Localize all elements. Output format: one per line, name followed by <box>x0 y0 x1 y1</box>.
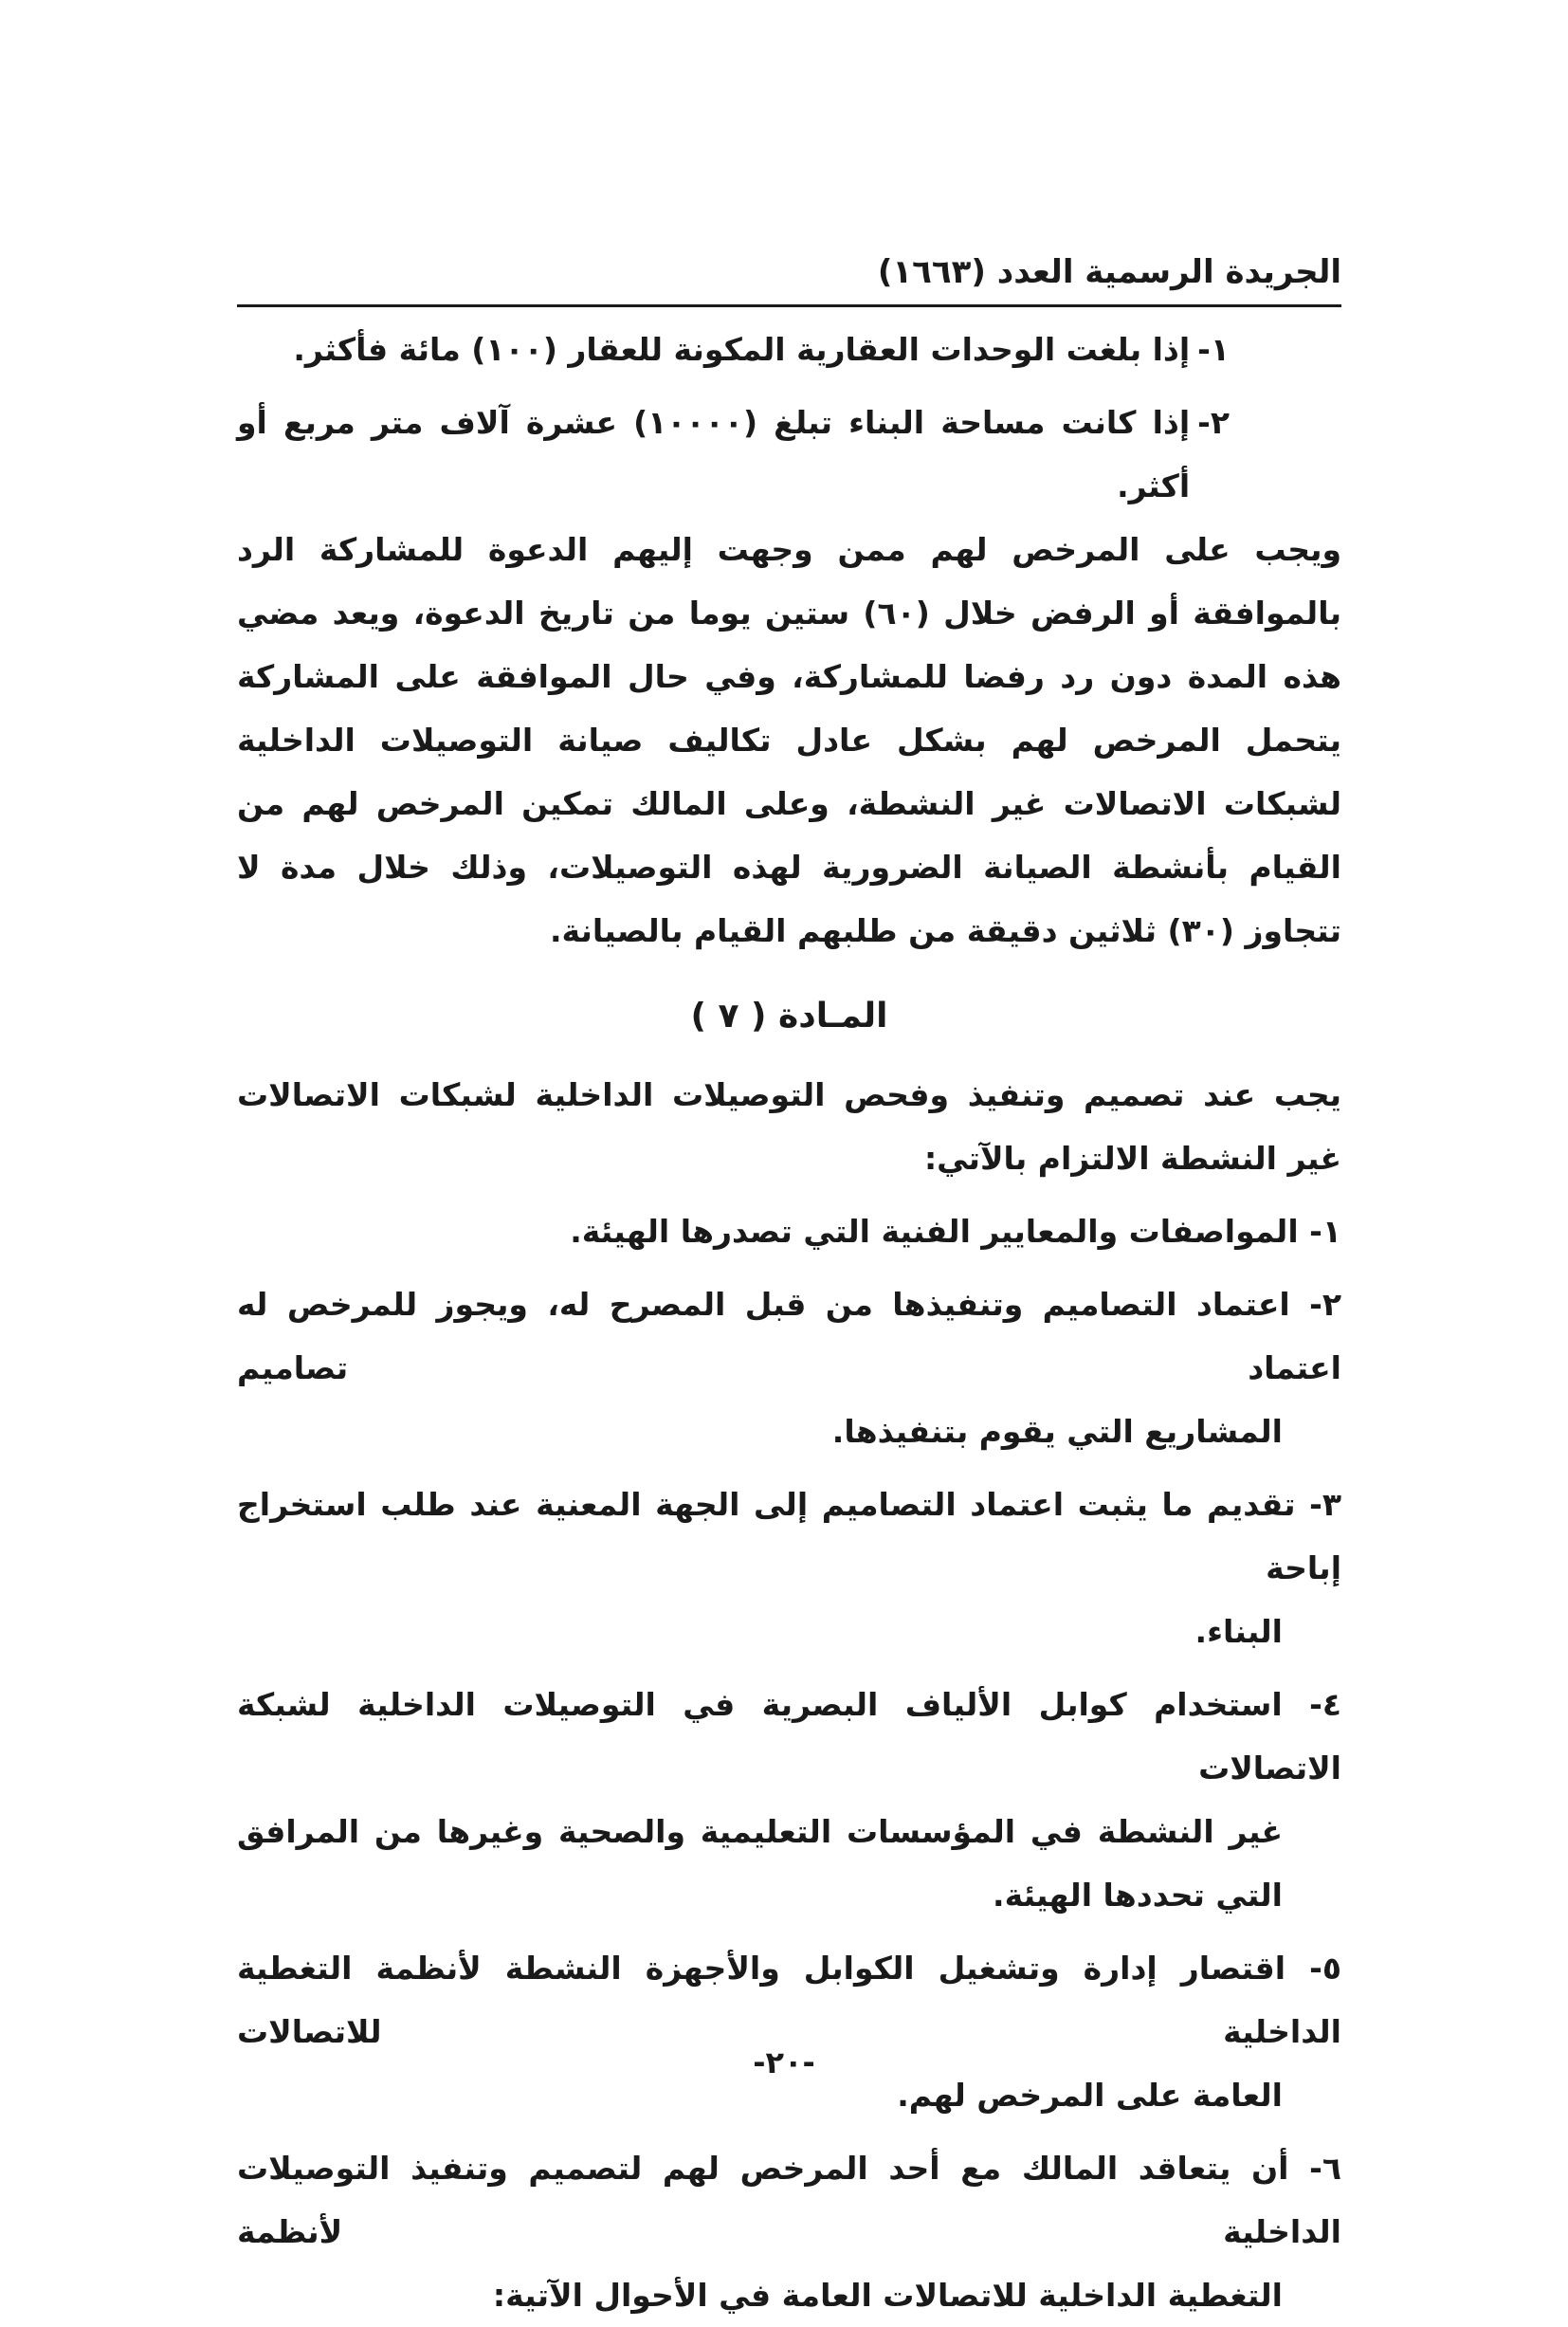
list-item-text: المواصفات والمعايير الفنية التي تصدرها الهيئة. <box>570 1213 1299 1250</box>
list-item-number: ٢- <box>1309 1286 1341 1323</box>
document-page <box>237 242 1341 2314</box>
list-item-text: إذا كانت مساحة البناء تبلغ (١٠٠٠٠) عشرة آلاف متر مربع أو أكثر. <box>237 404 1191 504</box>
list-item-text: تقديم ما يثبت اعتماد التصاميم إلى الجهة المعنية عند طلب استخراج إباحة <box>237 1486 1341 1586</box>
list-item-text: إذا بلغت الوحدات العقارية المكونة للعقار (١٠٠) مائة فأكثر. <box>293 331 1191 368</box>
article-heading: المـادة ( ٧ ) <box>690 997 888 1035</box>
list-item-text: اقتصار إدارة وتشغيل الكوابل والأجهزة النشطة لأنظمة التغطية الداخلية للاتصالات <box>237 1950 1341 2050</box>
list-item-number: ٤- <box>1309 1686 1341 1723</box>
list-item <box>237 1273 1341 1463</box>
list-item-continuation: العامة على المرخص لهم. <box>897 2077 1283 2114</box>
gazette-title: الجريدة الرسمية العدد (١٦٦٣) <box>877 253 1341 291</box>
list-item-continuation: التغطية الداخلية للاتصالات العامة في الأحوال الآتية: <box>492 2277 1283 2314</box>
list-item <box>237 1673 1341 1927</box>
list-item-continuation: البناء. <box>1194 1613 1283 1650</box>
list-item-number: ٥- <box>1309 1950 1341 1987</box>
list-item <box>237 318 1341 381</box>
list-item <box>237 1473 1341 1663</box>
page-number: -٢٠- <box>753 2044 815 2080</box>
list-item <box>237 1936 1341 2127</box>
header-divider <box>237 304 1341 307</box>
page-header <box>237 251 1341 304</box>
list-item <box>237 391 1341 518</box>
list-item-number: ١- <box>1197 331 1230 368</box>
list-item-number: ١- <box>1309 1213 1341 1250</box>
list-item-number: ٢- <box>1197 404 1230 441</box>
list-item-text: استخدام كوابل الألياف البصرية في التوصيلات الداخلية لشبكة الاتصالات <box>237 1686 1341 1786</box>
page-body <box>237 318 1341 2327</box>
list-item-text: اعتماد التصاميم وتنفيذها من قبل المصرح له، ويجوز للمرخص له اعتماد تصاميم <box>237 1286 1341 1386</box>
article-intro: يجب عند تصميم وتنفيذ وفحص التوصيلات الداخلية لشبكات الاتصالات غير النشطة الالتزام بالآتي: <box>237 1076 1341 1177</box>
list-item <box>237 2136 1341 2327</box>
list-item <box>237 1200 1341 1263</box>
list-item-number: ٦- <box>1309 2150 1341 2187</box>
list-item-text: أن يتعاقد المالك مع أحد المرخص لهم لتصميم وتنفيذ التوصيلات الداخلية لأنظمة <box>237 2150 1341 2250</box>
body-paragraph: ويجب على المرخص لهم ممن وجهت إليهم الدعوة للمشاركة الرد بالموافقة أو الرفض خلال (٦٠) ستين يوما من تاريخ الدعوة، ويعد مضي هذه المدة دون رد رفضا للمشاركة، وفي حال الموافقة على المشاركة يتحمل المرخص لهم بشكل عادل تكاليف صيانة التوصيلات الداخلية لشبكات الاتصالات غير النشطة، وعلى المالك تمكين المرخص لهم من القيام بأنشطة الصيانة الضرورية لهذه التوصيلات، وذلك خلال مدة لا تتجاوز (٣٠) ثلاثين دقيقة من طلبهم القيام بالصيانة. <box>237 531 1341 949</box>
list-item-continuation: غير النشطة في المؤسسات التعليمية والصحية وغيرها من المرافق التي تحددها الهيئة. <box>237 1813 1283 1914</box>
list-item-number: ٣- <box>1309 1486 1341 1523</box>
list-item-continuation: المشاريع التي يقوم بتنفيذها. <box>831 1413 1283 1450</box>
